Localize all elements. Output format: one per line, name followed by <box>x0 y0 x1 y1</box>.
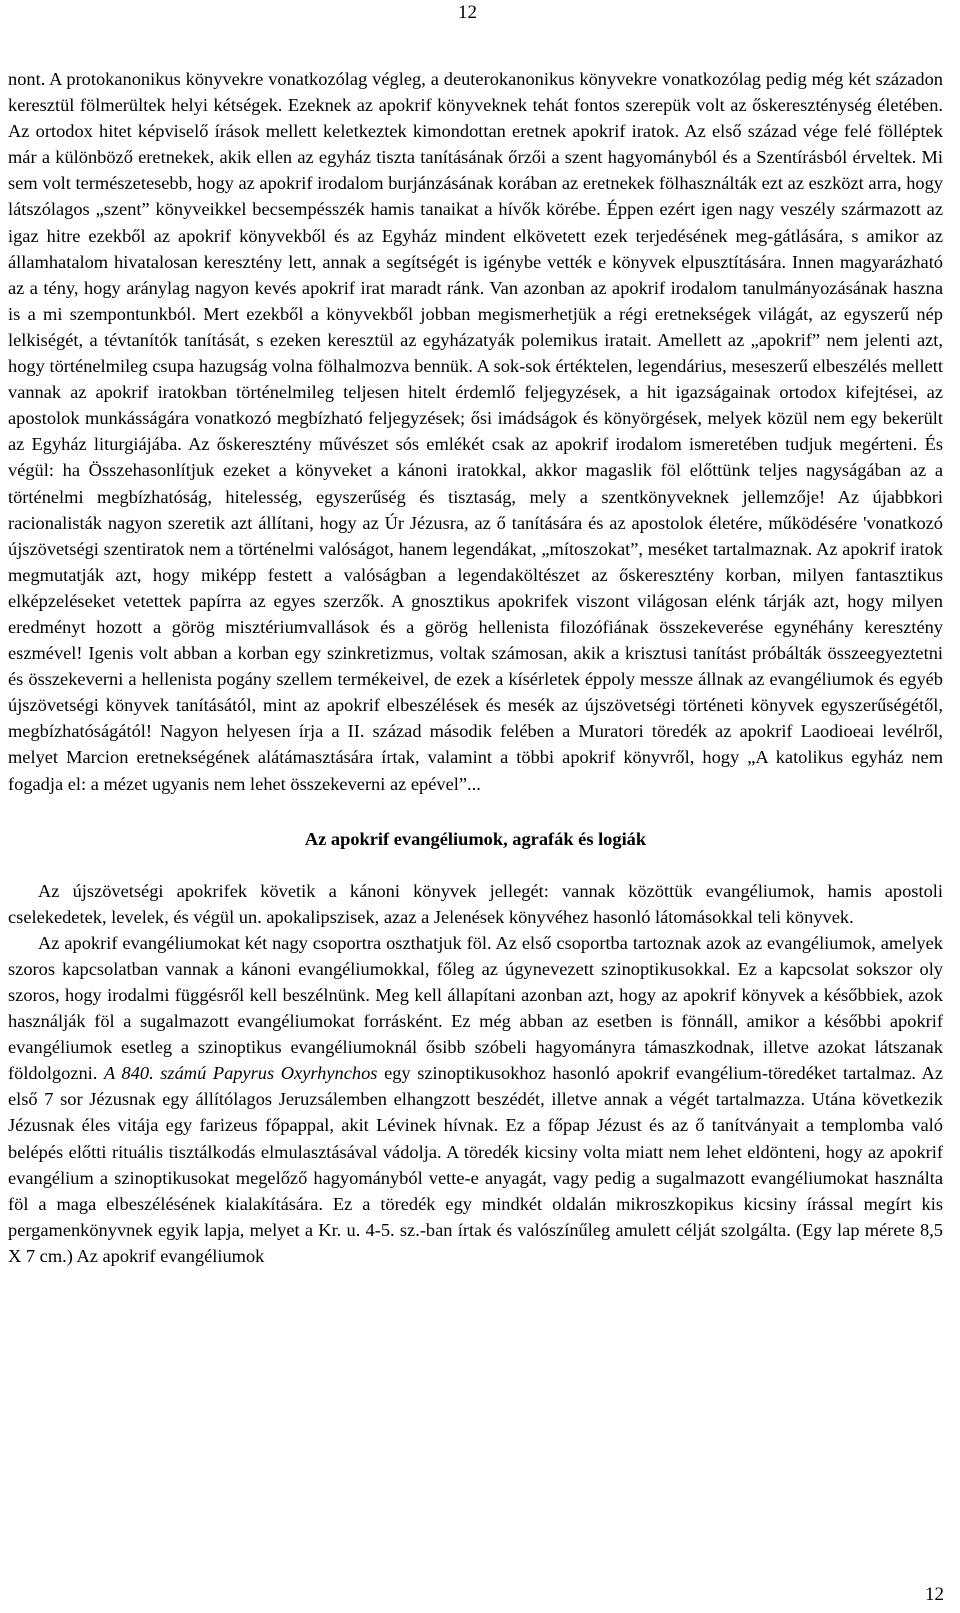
page-number-bottom: 12 <box>925 1584 944 1605</box>
paragraph-section-2-part-b: egy szinoptikusokhoz hasonló apokrif evangélium-töredéket tartalmaz. Az első 7 sor Jézusnak egy állítólagos Jeruzsálemben elhangzott beszédét, illetve annak a végét tartalmazza. Utána következik Jézusnak éles vitája egy farizeus főpappal, akit Lévinek hívnak. Ez a főpap Jézust és az ő tanítványait a templomba való belépés előtti rituális tisztálkodás elmulasztásával vádolja. A töredék kicsiny volta miatt nem lehet eldönteni, hogy az apokrif evangélium a szinoptikusokat megelőző hagyományból vette-e anyagát, vagy pedig a sugalmazott evangéliumokat használta föl a maga elbeszélésének kialakítására. Ez a töredék egy mindkét oldalán mikroszkopikus kicsiny írással megírt kis pergamenkönyvnek egyik lapja, melyet a Kr. u. 4-5. sz.-ban írtak és valószínűleg amulett célját szolgálta. (Egy lap mérete 8,5 X 7 cm.) Az apokrif evangéliumok <box>8 1063 944 1266</box>
document-body <box>8 66 943 1269</box>
paragraph-intro: nont. A protokanonikus könyvekre vonatkozólag végleg, a deuterokanonikus könyvekre vonatkozólag pedig még két századon keresztül fölmerültek helyi kétségek. Ezeknek az apokrif könyveknek tehát fontos szerepük volt az őskereszténység életében. Az ortodox hitet képviselő írások mellett keletkeztek kimondottan eretnek apokrif iratok. Az első század vége felé fölléptek már a különböző eretnekek, akik ellen az egyház tiszta tanításának őrzői a szent hagyományból és a Szentírásból érveltek. Mi sem volt természetesebb, hogy az apokrif irodalom burjánzásának korában az eretnekek fölhasználták ezt az eszközt arra, hogy látszólagos „szent” könyveikkel becsempésszék hamis tanaikat a hívők körébe. Éppen ezért igen nagy veszély származott az igaz hitre ezekből az apokrif könyvekből és az Egyház mindent elkövetett ezek terjedésének meg-gátlására, s amikor az államhatalom hivatalosan keresztény lett, annak a segítségét is igénybe vették e könyvek elpusztítására. Innen magyarázható az a tény, hogy aránylag nagyon kevés apokrif irat maradt ránk. Van azonban az apokrif irodalom tanulmányozásának haszna is a mi szempontunkból. Mert ezekből a könyvekből jobban megismerhetjük a régi eretnekségek világát, az egyszerű nép lelkiségét, a tévtanítók tanítását, s ezeken keresztül az egyházatyák polemikus iratait. Amellett az „apokrif” nem jelenti azt, hogy történelmileg csupa hazugság volna fölhalmozva bennük. A sok-sok értéktelen, legendárius, meseszerű elbeszélés mellett vannak az apokrif iratokban történelmileg teljesen hitelt érdemlő feljegyzések, a hit igazságainak ortodox kifejtései, az apostolok munkásságára vonatkozó megbízható feljegyzések; ősi imádságok és könyörgések, melyek közül nem egy bekerült az Egyház liturgiájába. Az őskeresztény művészet sós emlékét csak az apokrif irodalom ismeretében tudjuk megérteni. És végül: ha Összehasonlítjuk ezeket a könyveket a kánoni iratokkal, akkor magaslik föl előttünk teljes nagyságában az a történelmi megbízhatóság, hitelesség, egyszerűség és tisztaság, mely a szentkönyveknek jellemzője! Az újabbkori racionalisták nagyon szeretik azt állítani, hogy az Úr Jézusra, az ő tanítására és az apostolok életére, működésére 'vonatkozó újszövetségi szentiratok nem a történelmi valóságot, hanem legendákat, „mítoszokat”, meséket tartalmaznak. Az apokrif iratok megmutatják azt, hogy miképp festett a valóságban a legendaköltészet az őskeresztény korban, milyen fantasztikus elképzeléseket vetettek papírra az egyes szerzők. A gnosztikus apokrifek viszont világosan elénk tárják azt, hogy milyen eredményt hozott a görög misztériumvallások és a görög hellenista filozófiának összekeverése egynéhány keresztény eszmével! Igenis volt abban a korban egy szinkretizmus, voltak számosan, akik a krisztusi tanítást próbálták összeegyeztetni és összekeverni a hellenista pogány szellem termékeivel, de ezek a kísérletek éppoly messze állnak az evangéliumok és egyéb újszövetségi könyvek tanításától, mint az apokrif elbeszélések és mesék az újszövetségi történeti könyvek egyszerűségétől, megbízhatóságától! Nagyon helyesen írja a II. század második felében a Muratori töredék az apokrif Laodioeai levélről, melyet Marcion eretnekségének alátámasztására írtak, valamint a többi apokrif könyvről, hogy „A katolikus egyház nem fogadja el: a mézet ugyanis nem lehet összekeverni az epével”... <box>8 69 943 794</box>
paragraph-section-2-part-a: Az apokrif evangéliumokat két nagy csoportra oszthatjuk föl. Az első csoportba tartoznak azok az evangéliumok, amelyek szoros kapcsolatban vannak a kánoni evangéliumokkal, főleg az úgynevezett szinoptikusokkal. Ez a kapcsolat sokszor oly szoros, hogy irodalmi függésről kell beszélnünk. Meg kell állapítani azonban azt, hogy az apokrif könyvek a későbbiek, azok használják föl a sugalmazott evangéliumokat forrásként. Ez még abban az esetben is fönnáll, amikor a későbbi apokrif evangéliumok esetleg a szinoptikus evangéliumoknál ősibb szóbeli hagyományra támaszkodnak, illetve azokat látszanak földolgozni. <box>8 932 943 1084</box>
papyrus-title: A 840. számú Papyrus Oxyrhynchos <box>104 1063 378 1084</box>
paragraph-section-2 <box>8 930 943 1269</box>
paragraph-section-1: Az újszövetségi apokrifek követik a kánoni könyvek jellegét: vannak közöttük evangéliumok, hamis apostoli cselekedetek, levelek, és végül un. apokalipszisek, azaz a Jelenések könyvéhez hasonló látomásokkal teli könyvek. <box>8 880 943 927</box>
section-heading: Az apokrif evangéliumok, agrafák és logiák <box>304 828 647 849</box>
page-number-top: 12 <box>458 2 477 23</box>
